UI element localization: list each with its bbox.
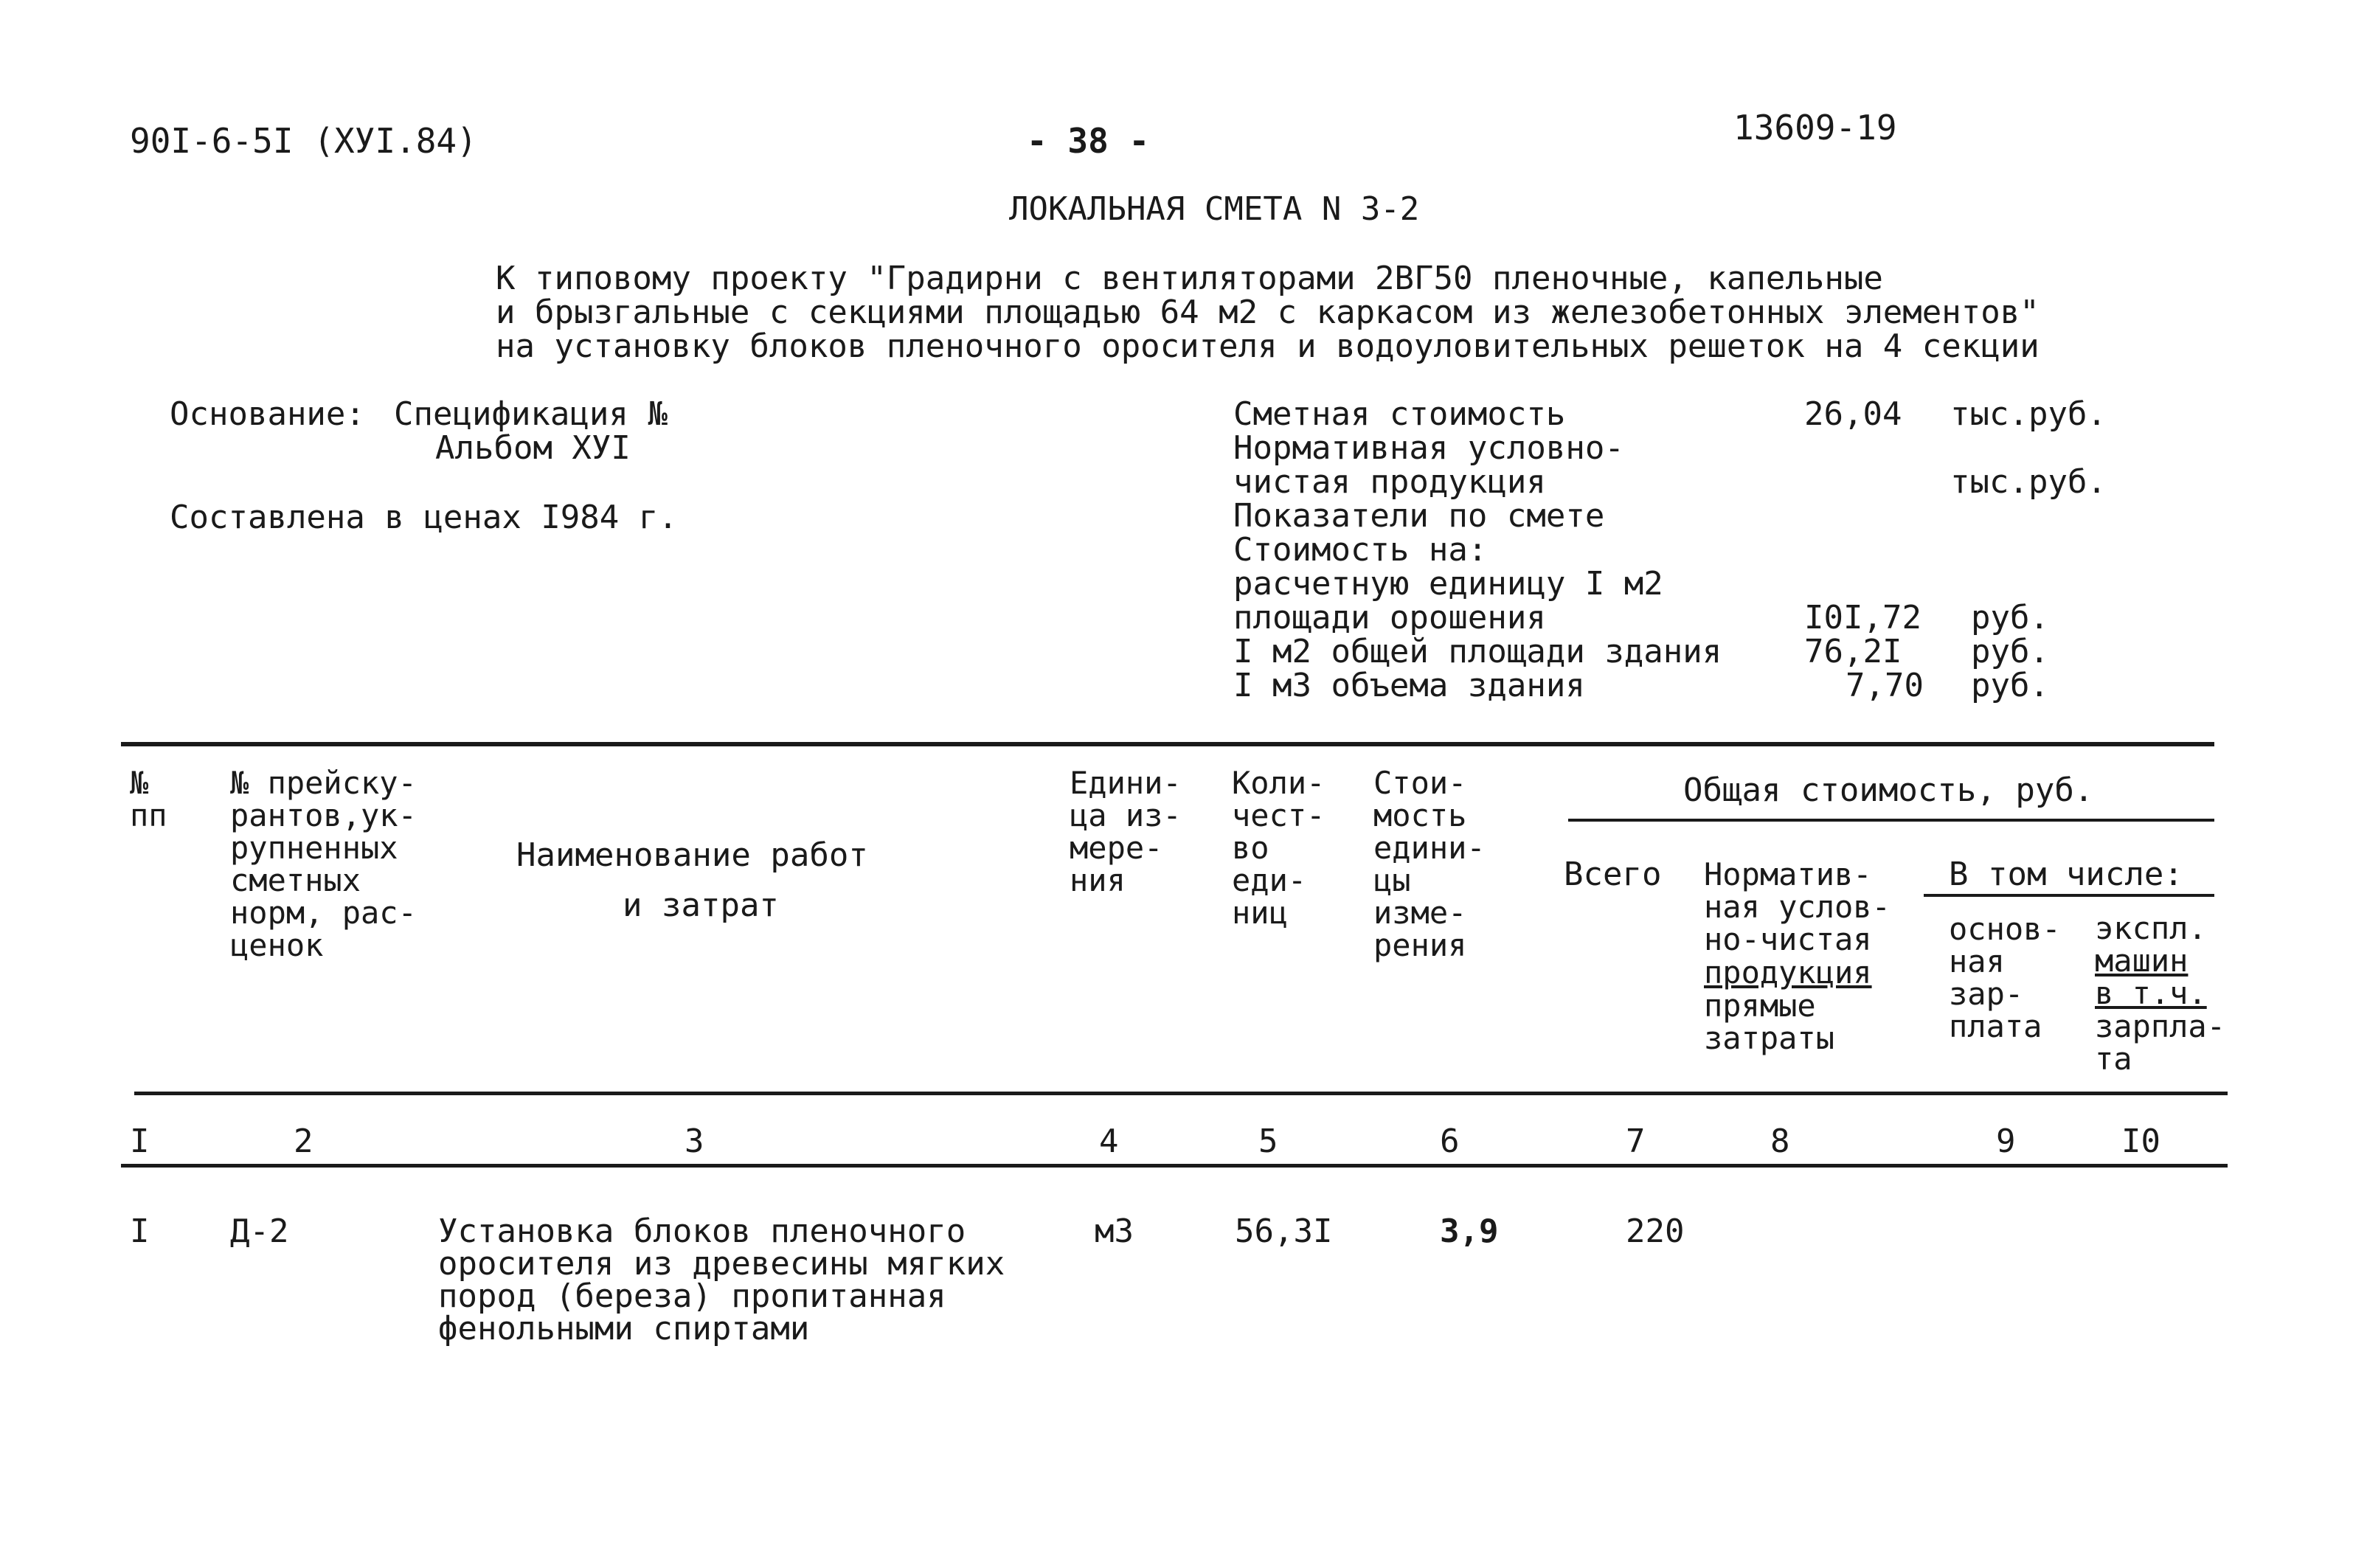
col-header-total-group: Общая стоимость, руб. [1683,771,2094,809]
col-header-price: № прейску- рантов,ук- рупненных сметных норм, рас- ценок [230,765,417,963]
norm-label-1: Нормативная условно- [1233,429,1624,467]
col-header-including: В том числе: [1949,856,2183,893]
col-header-mach-3: в т.ч. [2095,975,2207,1011]
col-number-9: 9 [1996,1123,2016,1160]
basis-label: Основание: [170,395,365,433]
row-1-unit-cost: 3,9 [1440,1213,1499,1250]
col-number-4: 4 [1099,1123,1119,1160]
page-number: - 38 - [1027,121,1150,161]
total-area-unit: руб. [1971,633,2049,670]
cost-label: Сметная стоимость [1233,395,1566,433]
area-value: I0I,72 [1804,599,1921,636]
indicators-label: Показатели по смете [1233,497,1605,535]
row-1-no: I [130,1213,150,1250]
table-top-rule [121,742,2214,746]
total-area-label: I м2 общей площади здания [1233,633,1722,670]
col-number-5: 5 [1258,1123,1278,1160]
document-code: 90I-6-5I (ХУI.84) [130,121,477,161]
norm-unit: тыс.руб. [1950,463,2107,501]
col-header-unit-cost: Стои- мость едини- цы изме- рения [1373,765,1486,963]
col-header-norm: Норматив- ная услов- но-чистая [1704,856,1891,957]
intro-line-2: и брызгальные с секциями площадью 64 м2 с каркасом из железобетонных элементов" [496,294,2040,331]
col-header-qty: Коли- чест- во еди- ниц [1232,765,1325,931]
col-header-norm-product: продукция [1704,954,1872,991]
intro-line-3: на установку блоков пленочного оросителя и водоуловительных решеток на 4 секции [496,327,2040,365]
norm-label-2: чистая продукция [1233,463,1546,501]
col-number-10: I0 [2121,1123,2160,1160]
col-header-name: Наименование работ [516,836,868,874]
document-number: 13609-19 [1733,108,1897,148]
area-label: площади орошения [1233,599,1546,636]
total-area-value: 76,2I [1804,633,1902,670]
numbers-bottom-rule [121,1164,2228,1168]
volume-unit: руб. [1971,667,2049,704]
area-unit: руб. [1971,599,2049,636]
col-number-1: I [130,1123,150,1160]
row-1-total: 220 [1626,1213,1685,1250]
col-header-mach-2: машин [2095,943,2189,979]
col-header-mach-4: зарпла- та [2095,1008,2226,1077]
incl-rule [1924,894,2214,897]
row-1-work-name: Установка блоков пленочного оросителя из древесины мягких пород (береза) пропитанная фенольными спиртами [438,1213,1005,1347]
col-header-mach: экспл. [2095,910,2207,946]
col-number-7: 7 [1626,1123,1646,1160]
basis-spec: Спецификация № [394,395,668,433]
col-number-3: 3 [685,1123,704,1160]
col-header-unit: Едини- ца из- мере- ния [1070,765,1182,898]
col-number-6: 6 [1440,1123,1460,1160]
col-header-salary: основ- ная зар- плата [1949,911,2061,1044]
col-header-name-2: и затрат [623,887,779,924]
intro-line-1: К типовому проекту "Градирни с вентиляторами 2ВГ50 пленочные, капельные [496,260,1883,297]
cost-unit: тыс.руб. [1950,395,2107,433]
volume-value: 7,70 [1846,667,1924,704]
cost-value: 26,04 [1804,395,1902,433]
col-header-total: Всего [1564,856,1662,893]
header-bottom-rule [134,1092,2228,1095]
col-header-direct-costs: прямые затраты [1704,988,1835,1056]
basis-album: Альбом ХУI [435,429,631,467]
row-1-unit: м3 [1095,1213,1134,1250]
col-header-no: № пп [130,765,167,833]
volume-label: I м3 объема здания [1233,667,1585,704]
row-1-quantity: 56,3I [1235,1213,1333,1250]
group-header-rule [1568,819,2214,822]
row-1-price-code: Д-2 [230,1213,289,1250]
unit-line: расчетную единицу I м2 [1233,565,1663,603]
prices-year: Составлена в ценах I984 г. [170,499,678,536]
cost-per-label: Стоимость на: [1233,531,1488,569]
col-number-8: 8 [1770,1123,1790,1160]
page-title: ЛОКАЛЬНАЯ СМЕТА N 3-2 [1009,190,1420,228]
col-number-2: 2 [294,1123,313,1160]
